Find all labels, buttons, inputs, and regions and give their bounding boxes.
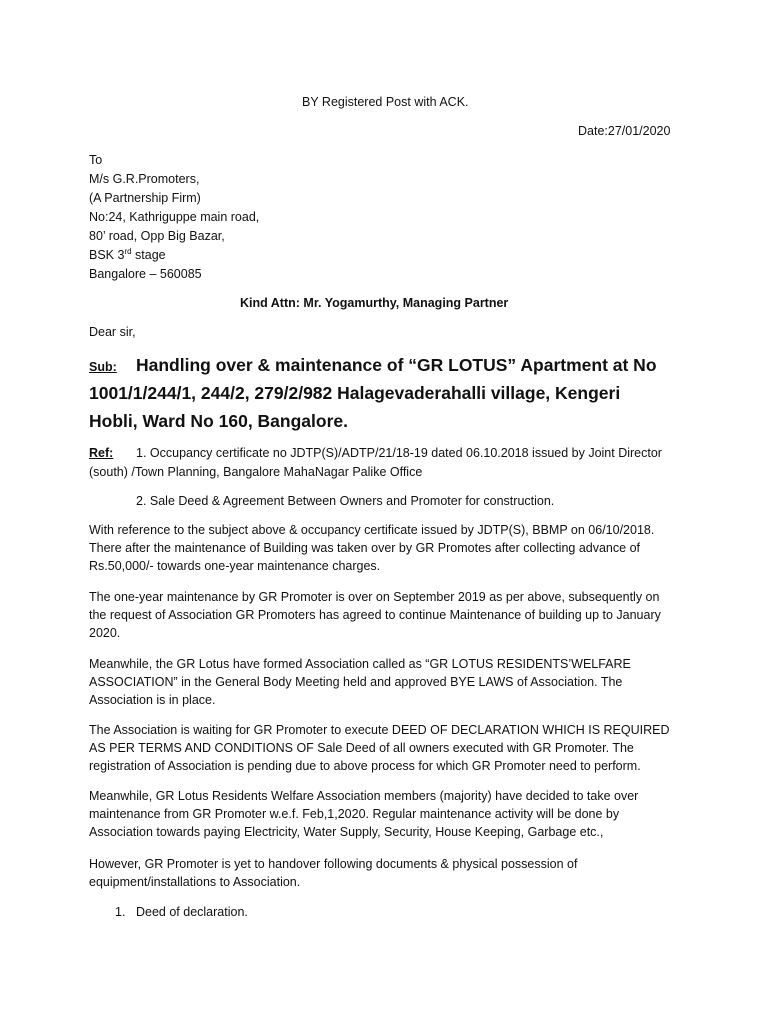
address-line-2: 80’ road, Opp Big Bazar,: [89, 229, 225, 243]
subject-line-1: Handling over & maintenance of “GR LOTUS” Apartment at No: [136, 355, 657, 375]
ref-1-line-2: (south) /Town Planning, Bangalore MahaNagar Palike Office: [89, 465, 423, 479]
ref-label: Ref:: [89, 446, 114, 460]
kind-attention: Kind Attn: Mr. Yogamurthy, Managing Partner: [240, 296, 509, 310]
subject-line-2: 1001/1/244/1, 244/2, 279/2/982 Halagevaderahalli village, Kengeri: [89, 383, 621, 403]
list-item: Deed of declaration.: [136, 905, 248, 919]
subject-line-3: Hobli, Ward No 160, Bangalore.: [89, 411, 348, 431]
body-paragraph: With reference to the subject above & occupancy certificate issued by JDTP(S), BBMP on 06/10/2018. There after the maintenance of Building was taken over by GR Promotes after collecting advance of Rs.50,000/- towards one-year maintenance charges.: [89, 523, 655, 573]
recipient-firm: (A Partnership Firm): [89, 191, 201, 205]
stage-prefix: BSK 3: [89, 248, 125, 262]
recipient-name: M/s G.R.Promoters,: [89, 172, 200, 186]
body-paragraph: However, GR Promoter is yet to handover following documents & physical possession of equipment/installations to Association.: [89, 857, 578, 889]
address-line-1: No:24, Kathriguppe main road,: [89, 210, 260, 224]
body-paragraph: Meanwhile, the GR Lotus have formed Association called as “GR LOTUS RESIDENTS’WELFARE ASSOCIATION” in the General Body Meeting held and approved BYE LAWS of Association. The Association is in place.: [89, 657, 631, 707]
body-paragraph: Meanwhile, GR Lotus Residents Welfare Association members (majority) have decided to take over maintenance from GR Promoter w.e.f. Feb,1,2020. Regular maintenance activity will be done by Association towards paying Electricity, Water Supply, Security, House Keeping, Garbage etc.,: [89, 789, 639, 839]
body-paragraph: The Association is waiting for GR Promoter to execute DEED OF DECLARATION WHICH IS REQUIRED AS PER TERMS AND CONDITIONS OF Sale Deed of all owners executed with GR Promoter. The registration of Association is pending due to above process for which GR Promoter need to perform.: [89, 723, 670, 773]
letter-date: Date:27/01/2020: [578, 124, 671, 138]
stage-suffix: stage: [131, 248, 166, 262]
address-to: To: [89, 153, 103, 167]
address-stage: [89, 246, 166, 264]
stage-superscript: rd: [124, 246, 132, 256]
post-method-line: BY Registered Post with ACK.: [302, 95, 469, 109]
list-item-number: 1.: [115, 905, 126, 919]
address-city: Bangalore – 560085: [89, 267, 202, 281]
ref-2: 2. Sale Deed & Agreement Between Owners and Promoter for construction.: [136, 494, 555, 508]
body-paragraph: The one-year maintenance by GR Promoter is over on September 2019 as per above, subsequently on the request of Association GR Promoters has agreed to continue Maintenance of building up to January 2020.: [89, 590, 661, 640]
subject-label: Sub:: [89, 360, 117, 374]
salutation: Dear sir,: [89, 325, 136, 339]
ref-1-line-1: 1. Occupancy certificate no JDTP(S)/ADTP/21/18-19 dated 06.10.2018 issued by Joint Director: [136, 446, 662, 460]
